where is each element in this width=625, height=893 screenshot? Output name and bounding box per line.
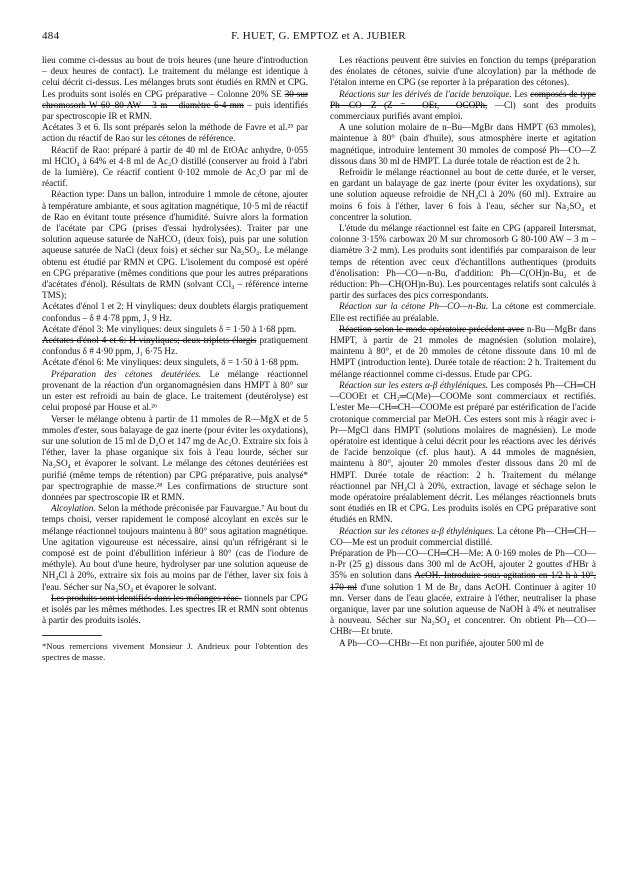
paragraph: Réactif de Rao: préparé à partir de 40 ml de EtOAc anhydre, 0·055 ml HClO₄ à 64% et 4·8 ml de Ac₂O distillé (conserver au froid à l'abri de la lumière). Ce réactif contient 0·102 mmole de Ac₂O par ml de réactif. xyxy=(42,144,308,189)
paragraph: Verser le mélange obtenu à partir de 11 mmoles de R—MgX et de 5 mmoles d'ester, sous balayage de gaz inerte (pour éviter les oxydations), sur une solution de 15 ml de D₂O et 147 mg de Ac₂O. Extraire six fois à l'éther, laver la phase organique six fois à l'eau lourde, sécher sur Na₂SO₄ et évaporer le solvant. Le mélange des cétones deutériées est purifié (même temps de rétention) par CPG préparative, puis analysé* par spectrographie de masse.²⁸ Les confirmations de structure sont données par spectroscopie IR et RMN. xyxy=(42,413,308,502)
section-heading: Réactions sur les dérivés de l'acide benzoïque. xyxy=(339,88,512,99)
paragraph: Préparation de Ph—CO—CH═CH—Me: A 0·169 moles de Ph—CO—n-Pr (25 g) dissous dans 300 ml de AcOH, ajouter 2 gouttes d'HBr à 35% en solution dans AcOH. Introduire sous agitation en 1/2 h à 10°, 170 ml d'une solution 1 M de Br₂ dans AcOH. Continuer à agiter 10 mn. Verser dans de l'eau glacée, extraire à l'éther, neutraliser la phase organique, laver par une solution aqueuse de NaOH à 4% et neutraliser à nouveau. Sécher sur Na₂SO₄ et concentrer. On obtient Ph—CO—CHBr—Et brute. xyxy=(330,547,596,637)
struck-text: Réaction selon le mode opératoire précédent avec xyxy=(339,323,525,334)
header-authors: F. HUET, G. EMPTOZ et A. JUBIER xyxy=(231,30,406,42)
struck-text: composés de type Ph—CO—Z (Z = —OEt, —OCOPh, xyxy=(330,88,596,110)
paragraph: Préparation des cétones deutériées. Le mélange réactionnel provenant de la réaction d'un organomagnésien dans HMPT à 80° sur un ester est refroidi au bain de glace. Le traitement (deutérolyse) est celui proposé par House et al.²⁶ xyxy=(42,368,308,413)
section-heading: Préparation des cétones deutériées. xyxy=(51,368,202,379)
paragraph: Les produits sont identifiés dans les mélanges réac- tionnels par CPG et isolés par les mêmes méthodes. Les spectres IR et RMN sont obtenus à partir des produits isolés. xyxy=(42,592,308,626)
page-number: 484 xyxy=(42,30,60,42)
paragraph: Réaction sur les cétones α-β éthyléniques. La cétone Ph—CH═CH—CO—Me est un produit commercial distillé. xyxy=(330,525,596,547)
paragraph: A Ph—CO—CHBr—Et non purifiée, ajouter 500 ml de xyxy=(339,637,544,648)
running-header xyxy=(42,30,595,46)
paragraph: Réactions sur les dérivés de l'acide benzoïque. Les composés de type Ph—CO—Z (Z = —OEt, —OCOPh, —Cl) sont des produits commerciaux purifiés avant emploi. xyxy=(330,88,596,122)
paragraph: A une solution molaire de n–Bu—MgBr dans HMPT (63 mmoles), maintenue à 80° (bain d'huile), sous atmosphère inerte et agitation magnétique, introduire lentement 30 mmoles de composé Ph—CO—Z dissous dans 30 ml de HMPT. La durée totale de réaction est de 2 h. xyxy=(330,122,596,166)
right-column xyxy=(330,55,596,885)
section-heading: Réaction sur la cétone Ph—CO—n-Bu. xyxy=(339,301,489,312)
footnote: *Nous remercions vivement Monsieur J. Andrieux pour l'obtention des spectres de masse. xyxy=(42,641,308,662)
paragraph: Acétate d'énol 3: Me vinyliques: deux singulets δ = 1·50 à 1·68 ppm. xyxy=(42,323,297,334)
struck-text: AcOH. Introduire sous agitation en 1/2 h à 10°, 170 ml xyxy=(330,570,596,592)
struck-text: Acétates d'énol 4 et 6: H vinyliques; deux triplets élargis xyxy=(42,335,257,346)
paragraph: Refroidir le mélange réactionnel au bout de cette durée, et le verser, en gardant un balayage de gaz inerte (pour éviter les oxydations), sur une solution aqueuse refroidie de NH₄Cl à 20% (60 ml). Extraire au moins 6 fois à l'éther, laver 6 fois à l'eau, sécher sur Na₂SO₄ et concentrer la solution. xyxy=(330,167,596,222)
paragraph: Réaction sur les esters α-β éthyléniques. Les composés Ph—CH═CH—COOEt et CH₂═C(Me)—COOMe sont commerciaux et rectifiés. L'ester Me—CH═CH—COOMe est préparé par estérification de l'acide crotonique commercial par MeOH. Ces esters sont mis à réagir avec i-Pr—MgCl dans HMPT (solutions molaires de magnésien). Le mode opératoire est identique à celui décrit pour les réactions avec les dérivés de l'acide benzoïque (cf. plus haut). A 44 mmoles de magnésien, maintenu à 80°, ajouter 20 mmoles d'ester dissous dans 20 ml de HMPT. Durée totale de réaction: 2 h. Traitement du mélange réactionnel par NH₄Cl à 20%, extraction, lavage et séchage selon le mode opératoire préalablement décrit. Les mélanges réactionnels bruts sont étudiés en IR et CPG. Les produits isolés en CPG préparative sont étudiés en RMN. xyxy=(330,379,596,525)
paragraph: Alcoylation. Selon la méthode préconisée par Fauvargue.⁷ Au bout du temps choisi, verser rapidement le composé alcoylant en excès sur le mélange réactionnel toujours maintenu à 80° sous agitation magnétique. Une agitation vigoureuse est nécessaire, ainsi qu'un réfrigérant si le composé est de point d'ébullition inférieur à 80° (cas de l'iodure de méthyle). Au bout d'une heure, hydrolyser par une solution aqueuse de NH₄Cl à 20%, extraire six fois au moins par de l'éther, laver six fois à l'eau. Sécher sur Na₂SO₄ et évaporer le solvant. xyxy=(42,503,308,592)
footnote-divider xyxy=(42,635,102,636)
struck-text: 30 sur chromosorb W 60–80 AW – 3 m – diamètre 6·4 mm xyxy=(42,88,308,110)
left-column xyxy=(42,55,308,885)
paragraph: Acétate d'énol 6: Me vinyliques: deux singulets, δ = 1·50 à 1·68 ppm. xyxy=(42,357,299,368)
paragraph: Acétates 3 et 6. Ils sont préparés selon la méthode de Favre et al.²⁵ par action du réactif de Rao sur les cétones de référence. xyxy=(42,122,308,144)
section-heading: Réaction sur les esters α-β éthyléniques. xyxy=(339,379,489,390)
paragraph: Les réactions peuvent être suivies en fonction du temps (préparation des énolates de cétones, suivie d'une alcoylation) par la méthode de l'étalon interne en CPG (se reporter à la préparation des cétones). xyxy=(330,55,596,88)
paragraph: Acétates d'énol 1 et 2: H vinyliques: deux doublets élargis pratiquement confondus – δ # 4·78 ppm, J₁ 9 Hz. xyxy=(42,301,308,323)
paragraph: Acétates d'énol 4 et 6: H vinyliques; deux triplets élargis pratiquement confondus δ # 4·90 ppm, J₁ 6·75 Hz. xyxy=(42,335,308,357)
struck-text: Les produits sont identifiés dans les mélanges réac- xyxy=(51,592,242,603)
paragraph: Réaction sur la cétone Ph—CO—n-Bu. La cétone est commerciale. Elle est rectifiée au préalable. xyxy=(330,301,596,323)
paragraph: Réaction selon le mode opératoire précédent avec n-Bu—MgBr dans HMPT, à partir de 21 mmoles de magnésien (solution molaire), maintenu à 80°, et de 20 mmoles de cétone dissoute dans 10 ml de HMPT (introduction lente). Durée totale de réaction: 2 h. Traitement du mélange réactionnel comme ci-dessus. Etude par CPG. xyxy=(330,323,596,379)
paragraph: L'étude du mélange réactionnel est faite en CPG (appareil Intersmat, colonne 3·15% carbowax 20 M sur chromosorb G 80-100 AW – 3 m – diamètre 3·2 mm). Les produits sont identifiés par comparaison de leur temps de rétention avec ceux d'échantillons authentiques (produits d'énolisation: Ph—CO—n-Bu, d'addition: Ph—C(OH)n-Bu₂ et de réduction: Ph—CH(OH)n-Bu). Les pourcentages relatifs sont calculés à partir des surfaces des pics correspondants. xyxy=(330,223,596,301)
paragraph: lieu comme ci-dessus au bout de trois heures (une heure d'introduction – deux heures de contact). Le traitement du mélange est identique à celui décrit ci-dessus. Les mélanges bruts sont étudiés en RMN et CPG. Les produits sont isolés en CPG préparative – Colonne 20% SE 30 sur chromosorb W 60–80 AW – 3 m – diamètre 6·4 mm – puis identifiés par spectroscopie IR et RMN. xyxy=(42,55,308,122)
section-heading: Réaction sur les cétones α-β éthyléniques. xyxy=(339,525,495,536)
section-heading: Alcoylation. xyxy=(51,503,96,514)
paragraph: Réaction type: Dans un ballon, introduire 1 mmole de cétone, ajouter à température ambiante, et sous agitation magnétique, 10·5 ml de réactif de Rao en évitant toute présence d'humidité. Suivre alors la formation de l'acétate par CPG (prises d'essai hydrolysées). Traiter par une solution aqueuse saturée de NaHCO₃ (deux fois), puis par une solution aqueuse saturée de NaCl (deux fois) et sécher sur Na₂SO₄. Le mélange obtenu est étudié par RMN et CPG. L'isolement du composé est opéré en CPG préparative (mêmes conditions que pour les autres préparations d'acétates d'énol). Résultats de RMN (solvant CCl₄ – référence interne TMS); xyxy=(42,189,308,301)
